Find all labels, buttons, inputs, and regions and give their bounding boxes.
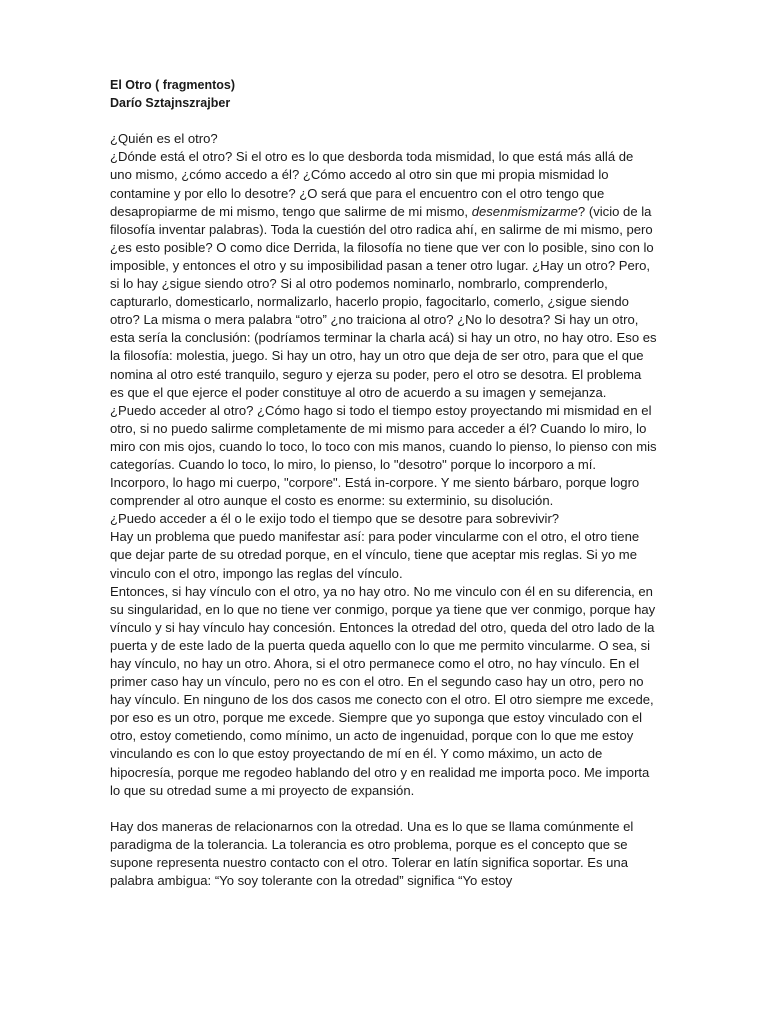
italic-term: desenmismizarme xyxy=(471,203,578,219)
paragraph-puedo-acceder: ¿Puedo acceder al otro? ¿Cómo hago si todo el tiempo estoy proyectando mi mismidad en el otro, si no puedo salirme completamente de mi mismo para acceder a él? Cuando lo miro, lo miro con mis ojos, cuando lo toco, lo toco con mis manos, cuando lo pienso, lo pienso con mis categorías. Cuando lo toco, lo miro, lo pienso, lo "desotro" porque lo incorporo a mí. Incorporo, lo hago mi cuerpo, "corpore". Está in-corpore. Y me siento bárbaro, porque logro comprender al otro aunque el costo es enorme: su exterminio, su disolución. xyxy=(110,402,657,509)
spacer xyxy=(110,800,658,818)
paragraph-question: ¿Quién es el otro? xyxy=(110,131,218,147)
document-author: Darío Sztajnszrajber xyxy=(110,96,231,111)
paragraph-dos-maneras: Hay dos maneras de relacionarnos con la otredad. Una es lo que se llama comúnmente el paradigma de la tolerancia. La tolerancia es otro problema, porque es el concepto que se supone representa nuestro contacto con el otro. Tolerar en latín significa soportar. Es una palabra ambigua: “Yo soy tolerante con la otredad” significa “Yo estoy xyxy=(110,818,634,889)
document-page xyxy=(110,76,658,890)
paragraph-le-exijo: ¿Puedo acceder a él o le exijo todo el tiempo que se desotre para sobrevivir? xyxy=(110,511,560,527)
document-title: El Otro ( fragmentos) xyxy=(110,78,236,92)
paragraph-problema: Hay un problema que puedo manifestar así: para poder vincularme con el otro, el otro tiene que dejar parte de su otredad porque, en el vínculo, tiene que aceptar mis reglas. Si yo me vinculo con el otro, impongo las reglas del vínculo. xyxy=(110,529,640,581)
spacer xyxy=(110,112,658,130)
paragraph-entonces: Entonces, si hay vínculo con el otro, ya no hay otro. No me vinculo con él en su diferencia, en su singularidad, en lo que no tiene ver conmigo, porque ya tiene que ver conmigo, porque hay vínculo y si hay vínculo hay concesión. Entonces la otredad del otro, queda del otro lado de la puerta y de este lado de la puerta queda aquello con lo que me permito vincularme. O sea, si hay vínculo, no hay un otro. Ahora, si el otro permanece como el otro, no hay vínculo. En el primer caso hay un vínculo, pero no es con el otro. En el segundo caso hay un otro, pero no hay vínculo. En ninguno de los dos casos me conecto con el otro. El otro siempre me excede, por eso es un otro, porque me excede. Siempre que yo suponga que estoy vinculado con el otro, estoy cometiendo, como mínimo, un acto de ingenuidad, porque con lo que me estoy vinculando es con lo que estoy proyectando de mí en él. Y como máximo, un acto de hipocresía, porque me regodeo hablando del otro y en realidad me importa poco. Me importa lo que su otredad sume a mi proyecto de expansión. xyxy=(110,583,656,798)
paragraph-text: ¿Dónde está el otro? Si el otro es lo que desborda toda mismidad, lo que está más allá de uno mismo, ¿cómo accedo a él? ¿Cómo accedo al otro sin que mi propia mismidad lo contamine y por ello lo desotre? ¿O será que para el encuentro con el otro tengo que desapropiarme de mi mismo, tengo que salirme de mi mismo, xyxy=(110,149,634,219)
paragraph-text: ? (vicio de la filosofía inventar palabras). Toda la cuestión del otro radica ahí, en salirme de mi mismo, pero ¿es esto posible? O como dice Derrida, la filosofía no tiene que ver con lo posible, sino con lo imposible, y entonces el otro y su imposibilidad pasan a tener otro lugar. ¿Hay un otro? Pero, si lo hay ¿sigue siendo otro? Si al otro podemos nominarlo, nombrarlo, comprenderlo, capturarlo, domesticarlo, normalizarlo, hacerlo propio, fagocitarlo, comerlo, ¿sigue siendo otro? La misma o mera palabra “otro” ¿no traiciona al otro? ¿No lo desotra? Si hay un otro, esta sería la conclusión: (podríamos terminar la charla acá) si hay un otro, no hay otro. Eso es la filosofía: molestia, juego. Si hay un otro, hay un otro que deja de ser otro, para que el que nomina al otro esté tranquilo, seguro y ejerza su poder, pero el otro se desotra. El problema es que el que ejerce el poder constituye al otro de acuerdo a su imagen y semejanza. xyxy=(110,203,657,400)
paragraph-donde-esta xyxy=(110,148,658,401)
